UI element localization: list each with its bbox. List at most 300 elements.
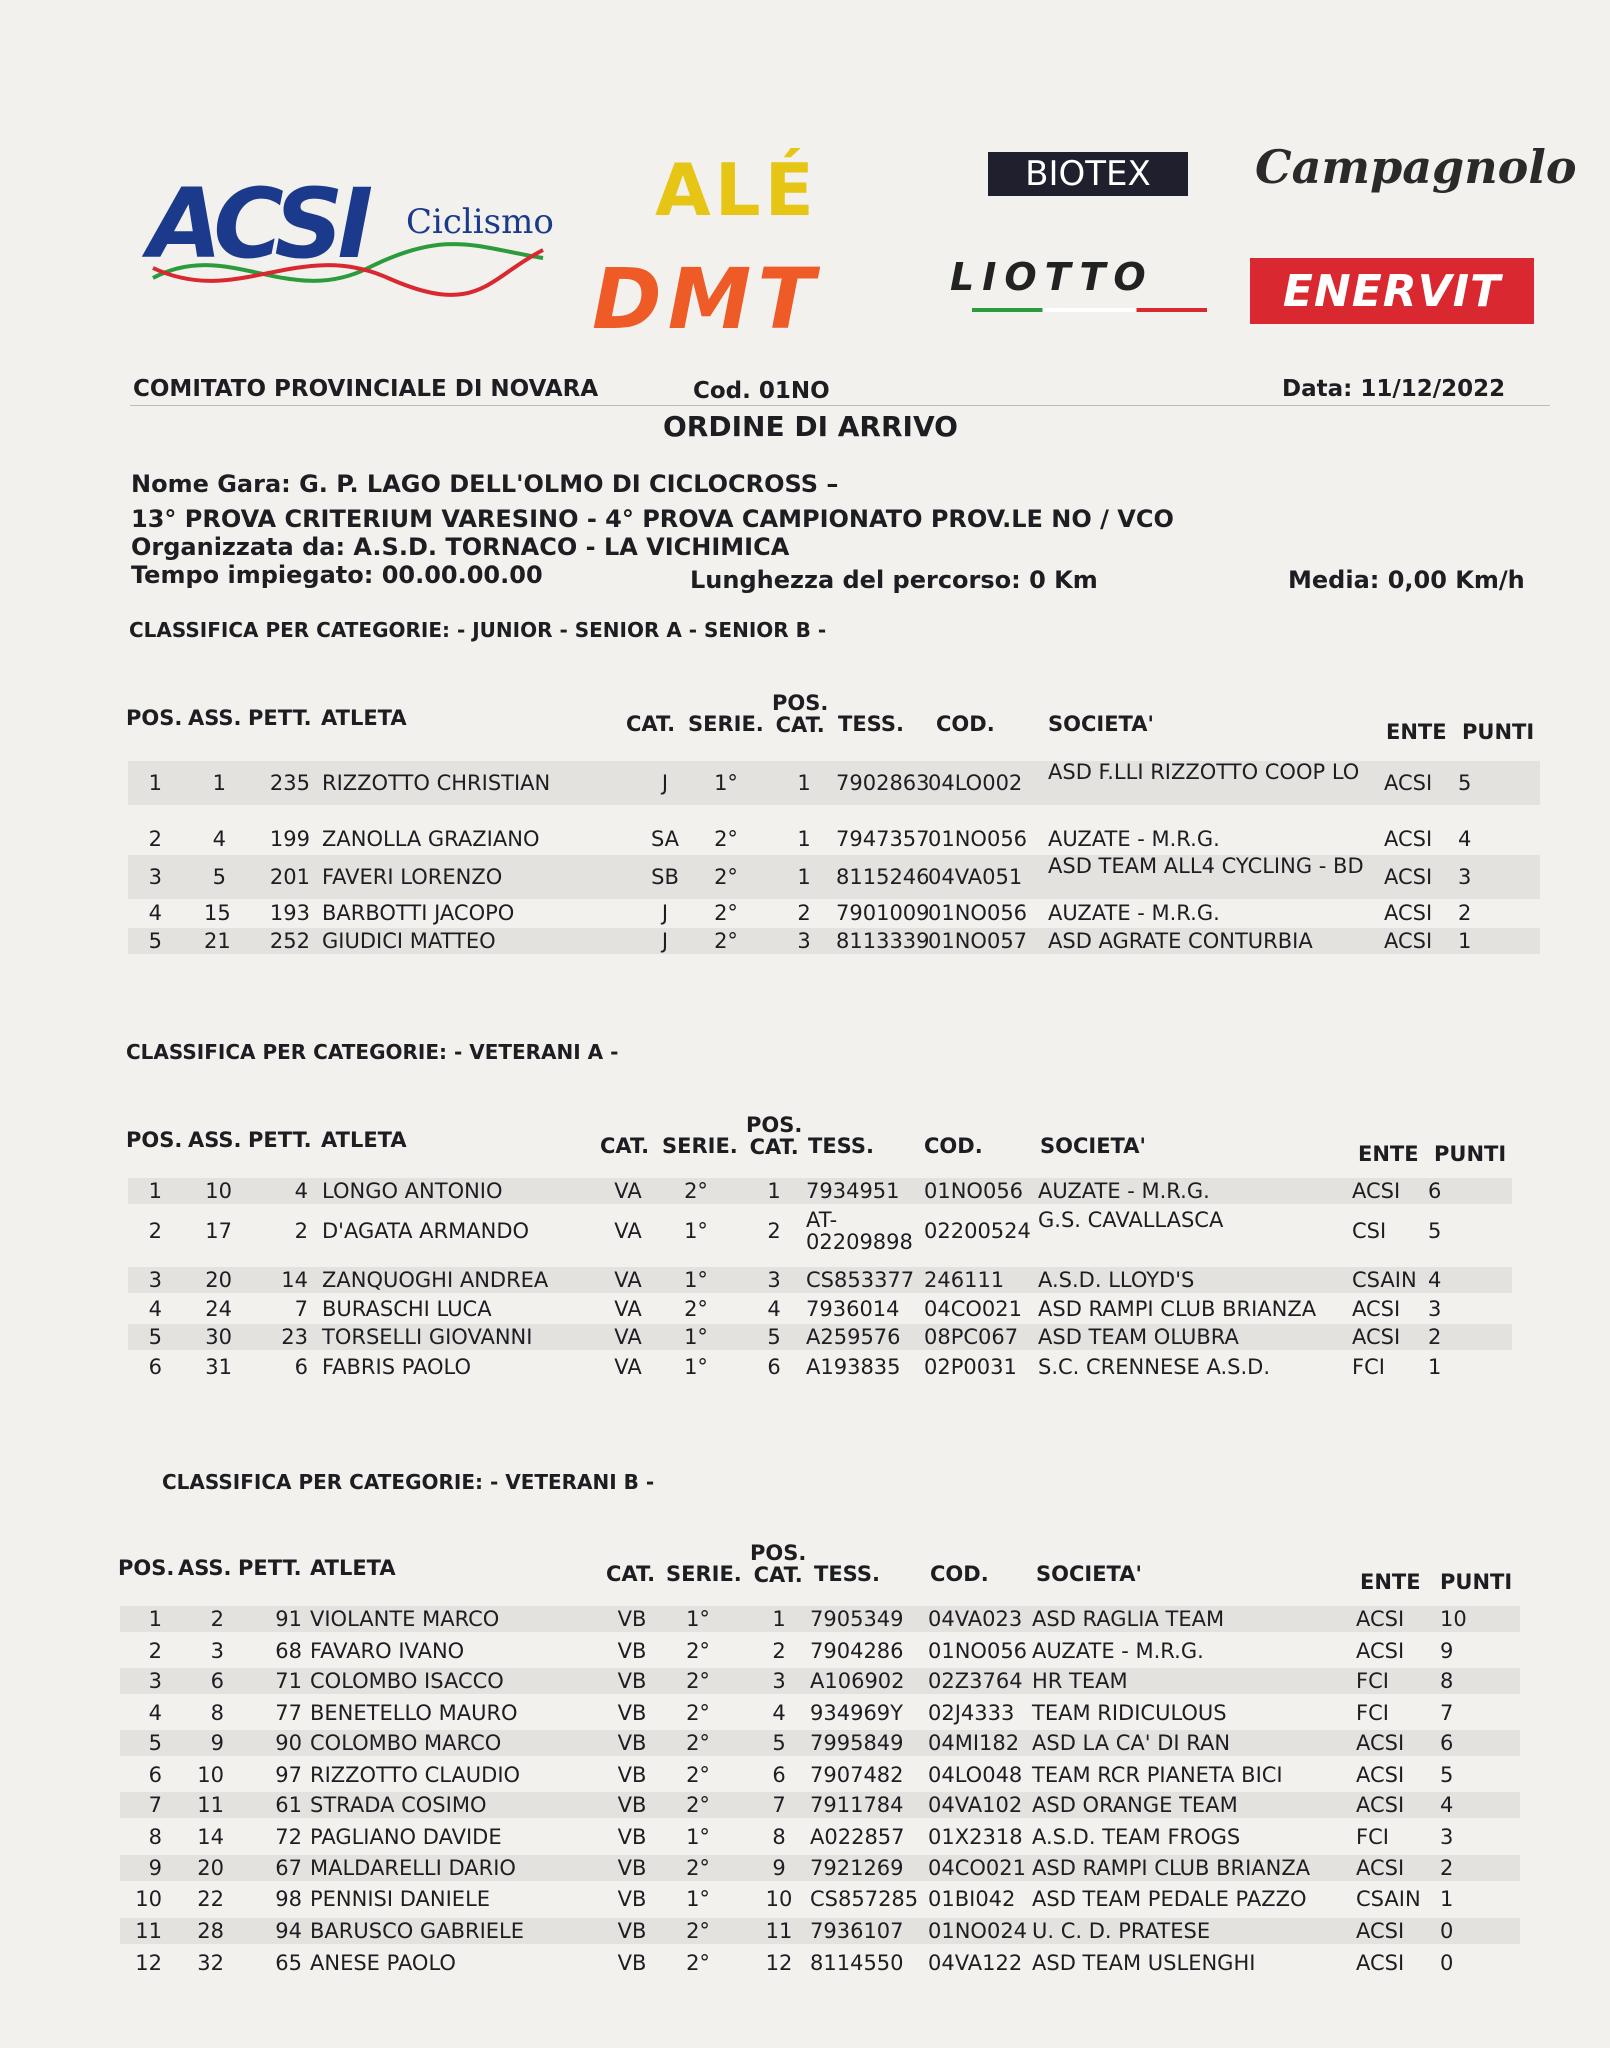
cell-pos: 7 — [148, 1793, 162, 1817]
cell-atleta: PENNISI DANIELE — [310, 1887, 491, 1911]
cell-pos: 5 — [148, 929, 162, 953]
table-row — [120, 1700, 1520, 1726]
cell-ass: 20 — [197, 1856, 224, 1880]
table-row — [128, 1178, 1512, 1204]
cell-pett: 199 — [269, 827, 310, 851]
cell-pos: 9 — [148, 1856, 162, 1880]
cell-serie: 2° — [686, 1701, 710, 1725]
cell-pos: 4 — [148, 1297, 162, 1321]
column-header-atleta: ATLETA — [321, 1128, 407, 1152]
cell-poscat: 4 — [767, 1297, 781, 1321]
cell-cat: VA — [614, 1268, 642, 1292]
table-row — [120, 1762, 1520, 1788]
cell-tess: AT-02209898 — [806, 1208, 913, 1254]
cell-societa: ASD TEAM ALL4 CYCLING - BD — [1048, 854, 1364, 878]
cell-pett: 98 — [275, 1887, 302, 1911]
cell-ass: 21 — [204, 929, 231, 953]
cell-cod: 01NO057 — [928, 929, 1028, 953]
cell-societa: ASD AGRATE CONTURBIA — [1048, 929, 1313, 953]
cell-punti: 10 — [1440, 1607, 1467, 1631]
cell-poscat: 3 — [797, 929, 811, 953]
biotex-logo-text: BIOTEX — [1025, 154, 1151, 194]
cell-ass: 8 — [210, 1701, 224, 1725]
committee-code: Cod. 01NO — [693, 378, 830, 404]
cell-cat: VB — [617, 1887, 647, 1911]
cell-ente: ACSI — [1384, 865, 1433, 889]
cell-ente: ACSI — [1352, 1297, 1401, 1321]
column-header-poscat: POS. CAT. — [772, 691, 829, 737]
cell-cod: 01NO056 — [928, 827, 1028, 851]
cell-atleta: LONGO ANTONIO — [322, 1179, 503, 1203]
cell-poscat: 1 — [797, 827, 811, 851]
cell-pos: 10 — [135, 1887, 162, 1911]
cell-cat: VB — [617, 1669, 647, 1693]
cell-serie: 1° — [684, 1219, 708, 1243]
cell-ente: ACSI — [1352, 1179, 1401, 1203]
cell-societa: ASD RAMPI CLUB BRIANZA — [1038, 1297, 1317, 1321]
cell-tess: 7905349 — [810, 1607, 904, 1631]
cell-ente: FCI — [1356, 1825, 1389, 1849]
cell-pett: 6 — [294, 1355, 308, 1379]
cell-poscat: 2 — [767, 1219, 781, 1243]
cell-ente: ACSI — [1384, 929, 1433, 953]
cell-pos: 6 — [148, 1763, 162, 1787]
cell-cod: 01NO056 — [924, 1179, 1024, 1203]
cell-societa: S.C. CRENNESE A.S.D. — [1038, 1355, 1271, 1379]
cell-atleta: BARBOTTI JACOPO — [322, 901, 515, 925]
cell-poscat: 3 — [772, 1669, 786, 1693]
column-header-tess: TESS. — [808, 1134, 874, 1158]
cell-cod: 02Z3764 — [928, 1669, 1023, 1693]
cell-cod: 01X2318 — [928, 1825, 1023, 1849]
cell-ente: CSAIN — [1352, 1268, 1417, 1292]
cell-serie: 1° — [686, 1607, 710, 1631]
cell-poscat: 6 — [772, 1763, 786, 1787]
cell-ass: 24 — [205, 1297, 232, 1321]
cell-poscat: 7 — [772, 1793, 786, 1817]
cell-ente: FCI — [1356, 1669, 1389, 1693]
cell-atleta: ZANOLLA GRAZIANO — [322, 827, 540, 851]
cell-punti: 7 — [1440, 1701, 1454, 1725]
cell-tess: 7995849 — [810, 1731, 904, 1755]
cell-punti: 6 — [1440, 1731, 1454, 1755]
cell-ente: CSAIN — [1356, 1887, 1421, 1911]
cell-poscat: 1 — [797, 771, 811, 795]
cell-cat: SB — [651, 865, 679, 889]
cell-societa: ASD TEAM PEDALE PAZZO — [1032, 1887, 1307, 1911]
table-row — [128, 826, 1540, 852]
cell-pos: 2 — [148, 1219, 162, 1243]
cell-atleta: ZANQUOGHI ANDREA — [322, 1268, 549, 1292]
cell-atleta: TORSELLI GIOVANNI — [322, 1325, 533, 1349]
cell-pos: 8 — [148, 1825, 162, 1849]
cell-ente: ACSI — [1384, 827, 1433, 851]
column-header-pos: POS. — [126, 1128, 183, 1152]
cell-tess: 7904286 — [810, 1639, 904, 1663]
column-header-ente: ENTE — [1360, 1570, 1421, 1594]
cell-pett: 193 — [269, 901, 310, 925]
committee-name: COMITATO PROVINCIALE DI NOVARA — [133, 376, 599, 402]
cell-cat: VB — [617, 1763, 647, 1787]
cell-tess: CS853377 — [806, 1268, 915, 1292]
cell-punti: 1 — [1458, 929, 1472, 953]
cell-punti: 5 — [1440, 1763, 1454, 1787]
cell-pos: 11 — [135, 1919, 162, 1943]
cell-atleta: BARUSCO GABRIELE — [310, 1919, 524, 1943]
cell-pos: 3 — [148, 1669, 162, 1693]
cell-ass: 5 — [212, 865, 226, 889]
cell-pett: 252 — [269, 929, 310, 953]
cell-ass: 10 — [205, 1179, 232, 1203]
cell-tess: 7936107 — [810, 1919, 904, 1943]
acsi-logo-mark: ACSI — [148, 168, 368, 280]
cell-ass: 14 — [197, 1825, 224, 1849]
cell-punti: 2 — [1440, 1856, 1454, 1880]
column-header-cat: CAT. — [606, 1562, 656, 1586]
cell-serie: 2° — [714, 929, 738, 953]
cell-punti: 9 — [1440, 1639, 1454, 1663]
table-row — [120, 1886, 1520, 1912]
cell-cat: SA — [650, 827, 680, 851]
cell-serie: 2° — [686, 1856, 710, 1880]
cell-pos: 4 — [148, 901, 162, 925]
column-header-societa: SOCIETA' — [1036, 1562, 1142, 1586]
cell-ente: ACSI — [1356, 1763, 1405, 1787]
cell-cod: 04VA102 — [928, 1793, 1023, 1817]
cell-punti: 0 — [1440, 1919, 1454, 1943]
cell-cat: VB — [617, 1701, 647, 1725]
cell-pos: 5 — [148, 1325, 162, 1349]
cell-atleta: FABRIS PAOLO — [322, 1355, 472, 1379]
cell-pett: 201 — [269, 865, 310, 889]
cell-ass: 22 — [197, 1887, 224, 1911]
cell-serie: 2° — [714, 827, 738, 851]
table-row — [120, 1606, 1520, 1632]
cell-ass: 2 — [210, 1607, 224, 1631]
cell-ente: CSI — [1352, 1219, 1387, 1243]
cell-ente: ACSI — [1356, 1639, 1405, 1663]
cell-tess: 7901009 — [836, 901, 930, 925]
cell-punti: 3 — [1458, 865, 1472, 889]
column-header-atleta: ATLETA — [310, 1556, 396, 1580]
campagnolo-logo: Campagnolo — [1255, 140, 1577, 194]
race-average: Media: 0,00 Km/h — [1288, 566, 1525, 594]
cell-cat: VB — [617, 1856, 647, 1880]
cell-societa: ASD RAGLIA TEAM — [1032, 1607, 1225, 1631]
cell-atleta: D'AGATA ARMANDO — [322, 1219, 530, 1243]
cell-societa: ASD RAMPI CLUB BRIANZA — [1032, 1856, 1311, 1880]
column-header-poscat: POS. CAT. — [750, 1541, 807, 1587]
cell-pos: 1 — [148, 1179, 162, 1203]
cell-ente: ACSI — [1356, 1919, 1405, 1943]
cell-tess: 7936014 — [806, 1297, 900, 1321]
cell-serie: 1° — [684, 1355, 708, 1379]
cell-cat: VB — [617, 1951, 647, 1975]
table-row — [120, 1792, 1520, 1818]
cell-cat: VA — [614, 1325, 642, 1349]
cell-poscat: 1 — [772, 1607, 786, 1631]
column-header-cat: CAT. — [600, 1134, 650, 1158]
cell-punti: 1 — [1428, 1355, 1442, 1379]
cell-societa: AUZATE - M.R.G. — [1032, 1639, 1204, 1663]
column-header-serie: SERIE. — [662, 1134, 738, 1158]
column-header-ente: ENTE — [1386, 720, 1447, 744]
liotto-logo: LIOTTO — [950, 255, 1154, 299]
cell-cat: J — [661, 901, 669, 925]
column-header-societa: SOCIETA' — [1048, 712, 1154, 736]
cell-tess: 8115246 — [836, 865, 930, 889]
cell-societa: ASD LA CA' DI RAN — [1032, 1731, 1231, 1755]
cell-ente: ACSI — [1352, 1325, 1401, 1349]
cell-ente: ACSI — [1356, 1793, 1405, 1817]
cell-atleta: BURASCHI LUCA — [322, 1297, 492, 1321]
cell-societa: A.S.D. TEAM FROGS — [1032, 1825, 1241, 1849]
cell-poscat: 3 — [767, 1268, 781, 1292]
column-header-pos: POS. — [126, 706, 183, 730]
cell-pos: 3 — [148, 1268, 162, 1292]
cell-pett: 235 — [269, 771, 310, 795]
cell-cat: VA — [614, 1297, 642, 1321]
cell-pett: 23 — [281, 1325, 308, 1349]
cell-cod: 04VA122 — [928, 1951, 1023, 1975]
cell-ente: ACSI — [1356, 1731, 1405, 1755]
cell-cod: 08PC067 — [924, 1325, 1019, 1349]
cell-pett: 61 — [275, 1793, 302, 1817]
cell-pett: 72 — [275, 1825, 302, 1849]
cell-societa: U. C. D. PRATESE — [1032, 1919, 1211, 1943]
table-row — [128, 1354, 1512, 1380]
cell-atleta: STRADA COSIMO — [310, 1793, 487, 1817]
cell-serie: 1° — [686, 1887, 710, 1911]
column-header-ass: ASS. — [188, 1128, 242, 1152]
table-row — [128, 761, 1540, 805]
cell-pos: 5 — [148, 1731, 162, 1755]
cell-pos: 12 — [135, 1951, 162, 1975]
table-row — [120, 1730, 1520, 1756]
cell-cod: 01NO056 — [928, 1639, 1028, 1663]
report-date: Data: 11/12/2022 — [1282, 376, 1506, 402]
cell-cat: J — [661, 771, 669, 795]
cell-atleta: RIZZOTTO CHRISTIAN — [322, 771, 551, 795]
cell-tess: 7947357 — [836, 827, 930, 851]
cell-poscat: 1 — [767, 1179, 781, 1203]
race-name: Nome Gara: G. P. LAGO DELL'OLMO DI CICLOCROSS – — [131, 470, 839, 498]
column-header-serie: SERIE. — [666, 1562, 742, 1586]
cell-poscat: 9 — [772, 1856, 786, 1880]
liotto-tricolor-bar — [972, 308, 1207, 312]
cell-tess: 934969Y — [810, 1701, 903, 1725]
cell-punti: 8 — [1440, 1669, 1454, 1693]
race-subtitle: 13° PROVA CRITERIUM VARESINO - 4° PROVA CAMPIONATO PROV.LE NO / VCO — [131, 505, 1174, 533]
column-header-cod: COD. — [936, 712, 995, 736]
cell-punti: 0 — [1440, 1951, 1454, 1975]
cell-pett: 4 — [294, 1179, 308, 1203]
cell-cat: VB — [617, 1639, 647, 1663]
column-header-pett: PETT. — [238, 1556, 302, 1580]
cell-cat: VA — [614, 1355, 642, 1379]
column-header-cod: COD. — [924, 1134, 983, 1158]
cell-ente: FCI — [1356, 1701, 1389, 1725]
cell-ass: 32 — [197, 1951, 224, 1975]
cell-ass: 3 — [210, 1639, 224, 1663]
cell-atleta: ANESE PAOLO — [310, 1951, 456, 1975]
cell-atleta: VIOLANTE MARCO — [310, 1607, 500, 1631]
cell-ass: 30 — [205, 1325, 232, 1349]
cell-ente: ACSI — [1356, 1856, 1405, 1880]
cell-serie: 2° — [686, 1669, 710, 1693]
cell-ente: ACSI — [1356, 1607, 1405, 1631]
race-time: Tempo impiegato: 00.00.00.00 — [131, 561, 543, 589]
column-header-tess: TESS. — [838, 712, 904, 736]
section-title-veterani-b: CLASSIFICA PER CATEGORIE: - VETERANI B - — [162, 1470, 655, 1494]
cell-pos: 2 — [148, 1639, 162, 1663]
section-title-junior-senior: CLASSIFICA PER CATEGORIE: - JUNIOR - SENIOR A - SENIOR B - — [129, 618, 827, 642]
cell-ente: ACSI — [1384, 771, 1433, 795]
cell-pos: 6 — [148, 1355, 162, 1379]
cell-punti: 3 — [1440, 1825, 1454, 1849]
ale-logo: ALÉ — [655, 148, 818, 232]
cell-ass: 20 — [205, 1268, 232, 1292]
cell-poscat: 2 — [772, 1639, 786, 1663]
cell-ass: 6 — [210, 1669, 224, 1693]
cell-poscat: 5 — [772, 1731, 786, 1755]
cell-serie: 1° — [686, 1825, 710, 1849]
column-header-tess: TESS. — [814, 1562, 880, 1586]
cell-atleta: FAVARO IVANO — [310, 1639, 465, 1663]
biotex-logo — [988, 152, 1188, 196]
cell-cod: 04LO048 — [928, 1763, 1023, 1787]
table-row — [120, 1638, 1520, 1664]
cell-tess: A022857 — [810, 1825, 905, 1849]
cell-cat: VB — [617, 1919, 647, 1943]
cell-cod: 02P0031 — [924, 1355, 1017, 1379]
cell-punti: 4 — [1428, 1268, 1442, 1292]
cell-tess: 7921269 — [810, 1856, 904, 1880]
cell-pett: 67 — [275, 1856, 302, 1880]
cell-pett: 77 — [275, 1701, 302, 1725]
cell-cat: VB — [617, 1793, 647, 1817]
cell-tess: A193835 — [806, 1355, 901, 1379]
column-header-cod: COD. — [930, 1562, 989, 1586]
column-header-punti: PUNTI — [1434, 1142, 1507, 1166]
table-row — [128, 1209, 1512, 1253]
cell-cat: VB — [617, 1607, 647, 1631]
cell-serie: 2° — [714, 901, 738, 925]
cell-cod: 04CO021 — [928, 1856, 1026, 1880]
header-divider — [130, 405, 1550, 406]
cell-tess: 8114550 — [810, 1951, 904, 1975]
cell-ass: 4 — [212, 827, 226, 851]
column-header-ass: ASS. — [188, 706, 242, 730]
cell-serie: 2° — [686, 1919, 710, 1943]
cell-cat: J — [661, 929, 669, 953]
cell-pos: 4 — [148, 1701, 162, 1725]
acsi-logo-word: Ciclismo — [406, 202, 554, 242]
race-organizer: Organizzata da: A.S.D. TORNACO - LA VICHIMICA — [131, 533, 790, 561]
cell-serie: 2° — [686, 1951, 710, 1975]
cell-atleta: MALDARELLI DARIO — [310, 1856, 516, 1880]
page-title: ORDINE DI ARRIVO — [663, 410, 958, 443]
cell-cat: VB — [617, 1731, 647, 1755]
cell-atleta: FAVERI LORENZO — [322, 865, 503, 889]
cell-cod: 02200524 — [924, 1219, 1031, 1243]
column-header-punti: PUNTI — [1462, 720, 1535, 744]
column-header-societa: SOCIETA' — [1040, 1134, 1146, 1158]
cell-serie: 2° — [684, 1297, 708, 1321]
cell-punti: 6 — [1428, 1179, 1442, 1203]
cell-cod: 01NO056 — [928, 901, 1028, 925]
section-title-veterani-a: CLASSIFICA PER CATEGORIE: - VETERANI A - — [126, 1040, 619, 1064]
cell-serie: 1° — [684, 1268, 708, 1292]
acsi-swoosh-icon — [148, 238, 548, 298]
cell-societa: TEAM RCR PIANETA BICI — [1032, 1763, 1283, 1787]
enervit-logo-text: ENERVIT — [1282, 265, 1502, 317]
cell-ass: 11 — [197, 1793, 224, 1817]
cell-serie: 2° — [686, 1793, 710, 1817]
column-header-pett: PETT. — [248, 706, 312, 730]
cell-tess: 7907482 — [810, 1763, 904, 1787]
cell-societa: G.S. CAVALLASCA — [1038, 1208, 1224, 1232]
cell-cod: 04CO021 — [924, 1297, 1022, 1321]
cell-ente: FCI — [1352, 1355, 1385, 1379]
cell-poscat: 11 — [765, 1919, 793, 1943]
cell-cod: 01BI042 — [928, 1887, 1016, 1911]
acsi-ciclismo-logo — [148, 168, 558, 308]
cell-ass: 1 — [212, 771, 226, 795]
cell-serie: 1° — [714, 771, 738, 795]
cell-poscat: 6 — [767, 1355, 781, 1379]
cell-pett: 65 — [275, 1951, 302, 1975]
cell-pett: 2 — [294, 1219, 308, 1243]
table-row — [128, 900, 1540, 926]
table-row — [128, 1267, 1512, 1293]
column-header-ass: ASS. — [178, 1556, 232, 1580]
cell-societa: ASD TEAM OLUBRA — [1038, 1325, 1239, 1349]
column-header-pos: POS. — [118, 1556, 175, 1580]
cell-atleta: PAGLIANO DAVIDE — [310, 1825, 502, 1849]
column-header-punti: PUNTI — [1440, 1570, 1513, 1594]
table-row — [128, 1296, 1512, 1322]
cell-tess: 8113339 — [836, 929, 930, 953]
cell-cod: 246111 — [924, 1268, 1005, 1292]
cell-atleta: BENETELLO MAURO — [310, 1701, 518, 1725]
cell-punti: 2 — [1428, 1325, 1442, 1349]
table-row — [120, 1855, 1520, 1881]
cell-pos: 1 — [148, 771, 162, 795]
table-row — [128, 928, 1540, 954]
cell-ass: 9 — [210, 1731, 224, 1755]
cell-cod: 04VA051 — [928, 865, 1023, 889]
cell-poscat: 4 — [772, 1701, 786, 1725]
cell-punti: 5 — [1428, 1219, 1442, 1243]
cell-ass: 10 — [197, 1763, 224, 1787]
cell-pett: 94 — [275, 1919, 302, 1943]
cell-atleta: COLOMBO ISACCO — [310, 1669, 504, 1693]
cell-societa: ASD TEAM USLENGHI — [1032, 1951, 1256, 1975]
cell-pett: 68 — [275, 1639, 302, 1663]
cell-societa: A.S.D. LLOYD'S — [1038, 1268, 1195, 1292]
cell-societa: AUZATE - M.R.G. — [1048, 901, 1220, 925]
dmt-logo: DMT — [592, 250, 821, 348]
cell-tess: 7934951 — [806, 1179, 900, 1203]
cell-pett: 90 — [275, 1731, 302, 1755]
cell-poscat: 10 — [765, 1887, 793, 1911]
cell-societa: HR TEAM — [1032, 1669, 1128, 1693]
cell-punti: 1 — [1440, 1887, 1454, 1911]
cell-pos: 2 — [148, 827, 162, 851]
cell-cod: 04VA023 — [928, 1607, 1023, 1631]
cell-tess: 7902863 — [836, 771, 930, 795]
